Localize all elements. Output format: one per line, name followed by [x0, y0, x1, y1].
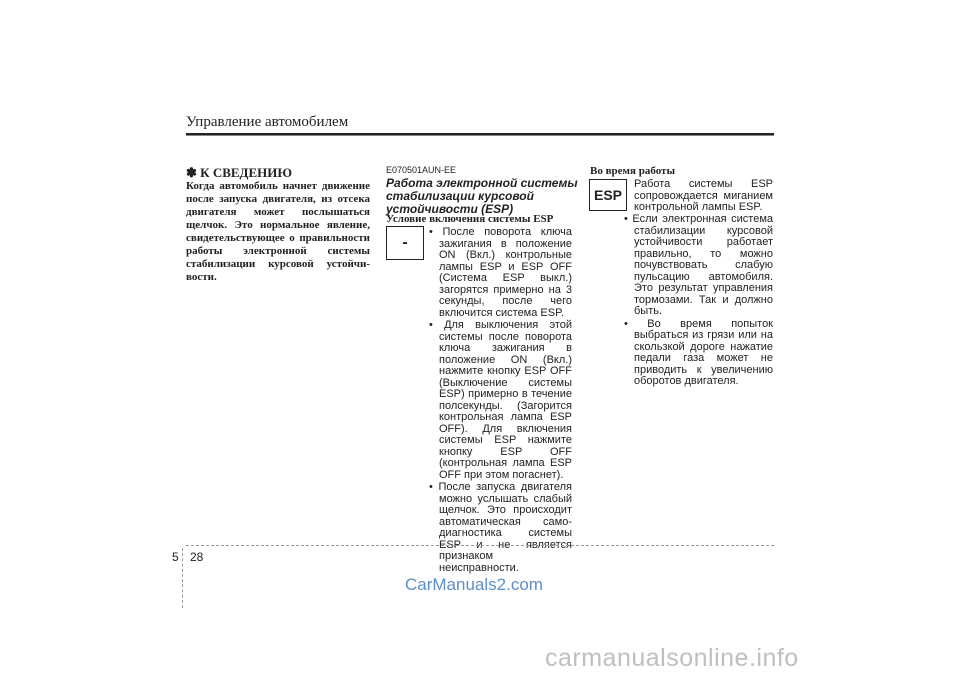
list-item: • Если электронная система стабилизации курсовой устойчивости работает правильно, то можно почувствовать слабую пульсацию автомобиля. Это результат управления тормозами. Так и должно быть. [624, 213, 773, 317]
watermark-bottom[interactable]: carmanualsonline.info [545, 644, 799, 672]
operation-title: Во время работы [590, 165, 676, 177]
list-item: • После поворота ключа зажигания в положение ON (Вкл.) контрольные лампы ESP и ESP OFF (Система ESP выкл.) загорятся примерно на 3 секунды, после чего включится система ESP. [429, 226, 572, 319]
footer-separator [182, 548, 184, 608]
list-item: • Во время попыток выбраться из грязи или на скользкой дороге нажатие педали газа может не приводить к увеличению оборотов двигателя. [624, 317, 773, 387]
section-number: 5 [172, 550, 179, 564]
list-item: • После запуска двигателя можно услышать слабый щелчок. Это происходит автоматическая само-диагностика системы ESP и не является признаком неисправности. [429, 481, 572, 574]
activation-bullets [429, 227, 572, 575]
caution-body: Когда автомобиль начнет движение после запуска двигателя, из отсека двигателя может послышаться щелчок. Это нормальное явление, свидетельствующее о правильности работы электронной системы стабилизации курсовой устойчи-вости. [186, 180, 370, 283]
warning-lamp-icon: - [386, 226, 424, 260]
operation-intro: Работа системы ESP сопровождается миганием контрольной лампы ESP. [634, 178, 773, 213]
header-rule-thin [186, 135, 774, 136]
section-code: E070501AUN-EE [386, 165, 457, 175]
section-title: Работа электронной системы стабилизации курсовой устойчивости (ESP) [386, 176, 578, 216]
footer-rule [186, 545, 774, 546]
header-title: Управление автомобилем [186, 114, 349, 130]
caution-title: ✽ К СВЕДЕНИЮ [186, 165, 293, 180]
page-number: 28 [190, 550, 204, 564]
watermark-top[interactable]: CarManuals2.com [405, 575, 543, 594]
operation-bullets [624, 214, 773, 389]
list-item: • Для выключения этой системы после поворота ключа зажигания в положение ON (Вкл.) нажмите кнопку ESP OFF (Выключение системы ESP) примерно в течение полсекунды. (Загорится контрольная лампа ESP OFF). Для включения системы ESP нажмите кнопку ESP OFF (контрольная лампа ESP OFF при этом погаснет). [429, 319, 572, 481]
esp-icon: ESP [589, 179, 627, 211]
section-subtitle: Условие включения системы ESP [386, 213, 554, 225]
